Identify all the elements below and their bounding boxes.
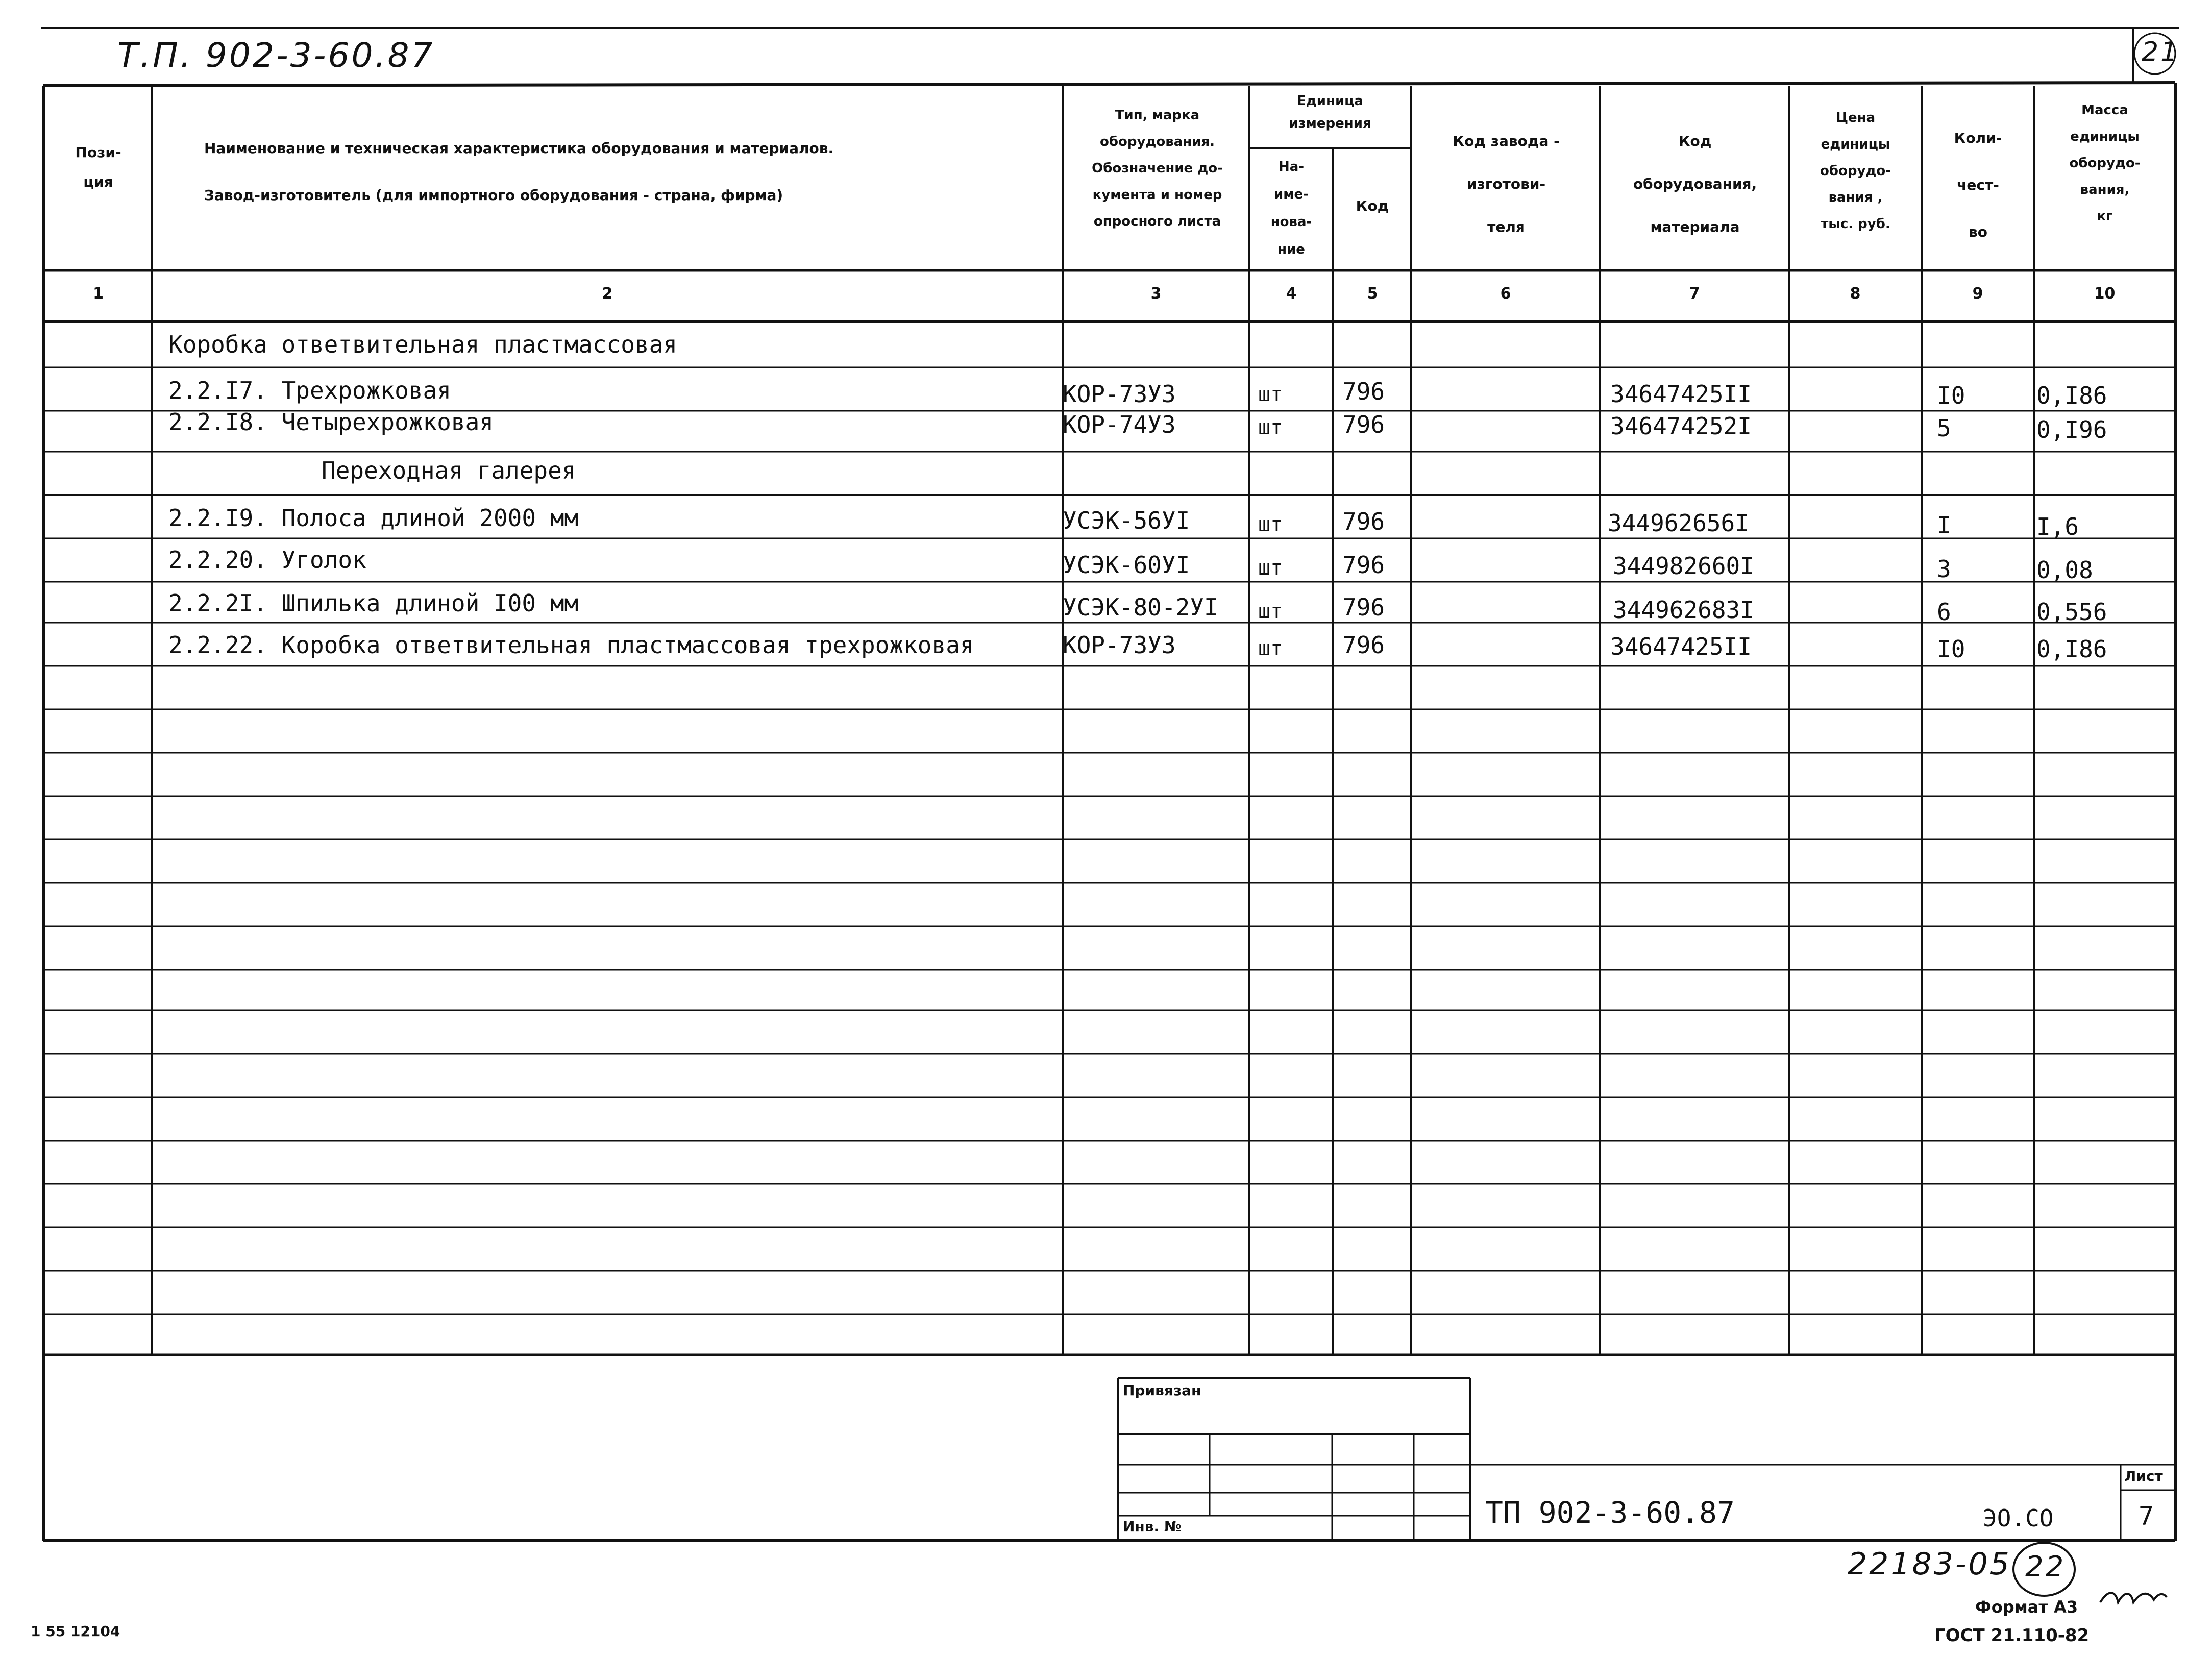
header-position: Пози- ция bbox=[75, 144, 121, 190]
table-row-type: УСЭК-80-2УI bbox=[1063, 593, 1218, 621]
table-row-unit: шт bbox=[1258, 383, 1283, 406]
table-row-name: 2.2.I8. Четырехрожковая bbox=[168, 408, 494, 436]
table-row-name: 2.2.20. Уголок bbox=[168, 546, 366, 574]
table-row-qty: I bbox=[1937, 511, 1951, 539]
document-code-top: Т.П. 902-3-60.87 bbox=[117, 36, 435, 75]
table-row-name: 2.2.2I. Шпилька длиной I00 мм bbox=[168, 589, 579, 617]
table-row-code: 796 bbox=[1342, 551, 1385, 579]
column-number: 1 bbox=[93, 285, 104, 303]
page-number-circle: 21 bbox=[2142, 37, 2180, 67]
table-row-material: 344962683I bbox=[1613, 596, 1754, 624]
table-row-unit: шт bbox=[1258, 637, 1283, 660]
table-row-qty: 6 bbox=[1937, 598, 1951, 626]
sheet-label: Лист bbox=[2124, 1468, 2163, 1485]
table-row-mass: 0,I86 bbox=[2036, 382, 2107, 409]
column-number: 8 bbox=[1850, 285, 1861, 303]
column-number: 4 bbox=[1286, 285, 1297, 303]
inventory-number-handwritten: 22183-05 bbox=[1848, 1546, 2011, 1582]
header-price: Цена единицы оборудо- вания , тыс. руб. bbox=[1820, 110, 1891, 232]
table-row-type: КОР-73У3 bbox=[1063, 631, 1176, 659]
table-row-unit: шт bbox=[1258, 513, 1283, 536]
stamp-attached-label: Привязан bbox=[1123, 1382, 1201, 1399]
header-unit-group: Единица измерения bbox=[1289, 93, 1371, 131]
table-row-material: 34647425II bbox=[1610, 380, 1752, 408]
table-row-qty: 3 bbox=[1937, 555, 1951, 583]
header-quantity: Коли- чест- во bbox=[1954, 130, 2002, 240]
table-row-material: 34647425II bbox=[1610, 633, 1752, 660]
table-row-unit: шт bbox=[1258, 600, 1283, 623]
column-number: 7 bbox=[1689, 285, 1700, 303]
format-note: Формат А3 bbox=[1975, 1597, 2078, 1617]
signature-mark bbox=[2098, 1587, 2169, 1607]
header-unit-name: На- име- нова- ние bbox=[1270, 159, 1312, 257]
table-row-code: 796 bbox=[1342, 508, 1385, 535]
table-row-name: 2.2.I7. Трехрожковая bbox=[168, 377, 451, 404]
bottom-left-code: 1 55 12104 bbox=[31, 1623, 120, 1640]
table-row-mass: 0,556 bbox=[2036, 598, 2107, 626]
header-unit-code: Код bbox=[1356, 197, 1389, 214]
stamp-inventory-label: Инв. № bbox=[1123, 1518, 1182, 1535]
header-name: Наименование и техническая характеристика оборудования и материалов. Завод-изготовитель (для импортного оборудования - страна, фирма) bbox=[204, 140, 834, 204]
column-number: 2 bbox=[602, 285, 613, 303]
inventory-circle-number: 22 bbox=[2025, 1550, 2066, 1584]
table-row-mass: 0,I86 bbox=[2036, 635, 2107, 663]
table-row-code: 796 bbox=[1342, 631, 1385, 659]
table-row-material: 344962656I bbox=[1608, 509, 1749, 537]
table-row-type: КОР-74У3 bbox=[1063, 411, 1176, 438]
table-section-title: Переходная галерея bbox=[322, 457, 576, 484]
header-mass: Масса единицы оборудо- вания, кг bbox=[2069, 103, 2141, 224]
footer-document-code: ТП 902-3-60.87 bbox=[1485, 1495, 1735, 1530]
header-factory-code: Код завода - изготови- теля bbox=[1453, 133, 1560, 235]
table-row-code: 796 bbox=[1342, 378, 1385, 405]
gost-reference: ГОСТ 21.110-82 bbox=[1934, 1625, 2090, 1646]
column-number: 9 bbox=[1972, 285, 1983, 303]
table-row-unit: шт bbox=[1258, 556, 1283, 580]
table-row-mass: 0,08 bbox=[2036, 556, 2093, 584]
table-row-name: Коробка ответвительная пластмассовая bbox=[168, 331, 677, 358]
column-number: 5 bbox=[1367, 285, 1378, 303]
table-row-code: 796 bbox=[1342, 411, 1385, 438]
table-row-material: 346474252I bbox=[1610, 412, 1752, 440]
column-number: 6 bbox=[1500, 285, 1511, 303]
table-row-mass: I,6 bbox=[2036, 513, 2079, 540]
table-row-code: 796 bbox=[1342, 593, 1385, 621]
table-row-material: 344982660I bbox=[1613, 552, 1754, 580]
table-row-type: УСЭК-56УI bbox=[1063, 507, 1190, 534]
table-row-type: УСЭК-60УI bbox=[1063, 551, 1190, 579]
column-number: 10 bbox=[2094, 285, 2116, 303]
footer-section-code: ЭО.СО bbox=[1983, 1504, 2054, 1532]
table-row-qty: I0 bbox=[1937, 635, 1965, 663]
table-row-name: 2.2.I9. Полоса длиной 2000 мм bbox=[168, 504, 579, 532]
header-type: Тип, марка оборудования. Обозначение до- кумента и номер опросного листа bbox=[1092, 108, 1223, 229]
table-row-type: КОР-73У3 bbox=[1063, 380, 1176, 408]
table-row-mass: 0,I96 bbox=[2036, 416, 2107, 443]
sheet-number: 7 bbox=[2139, 1501, 2154, 1531]
table-row-unit: шт bbox=[1258, 416, 1283, 439]
table-row-qty: 5 bbox=[1937, 414, 1951, 442]
column-number: 3 bbox=[1150, 285, 1162, 303]
table-row-name: 2.2.22. Коробка ответвительная пластмассовая трехрожковая bbox=[168, 631, 974, 659]
header-material-code: Код оборудования, материала bbox=[1633, 133, 1757, 235]
table-row-qty: I0 bbox=[1937, 382, 1965, 409]
